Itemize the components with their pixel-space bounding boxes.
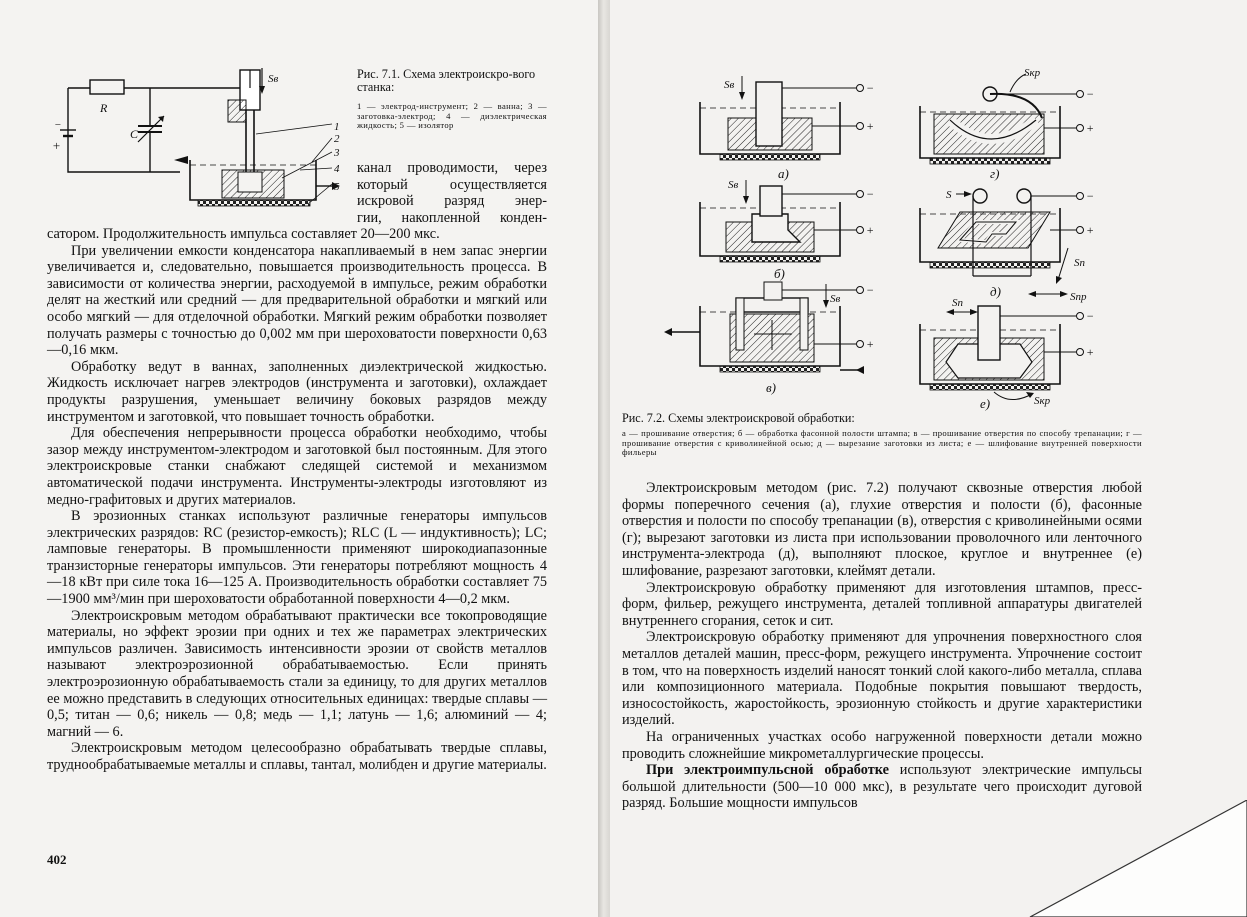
scheme-g-plus: +	[1086, 121, 1095, 135]
scheme-d-spr: Sпр	[1070, 291, 1087, 303]
paragraph-1-cont: сатором. Продолжительность импульса составляет 20—200 мкс.	[47, 226, 440, 242]
fig-7-1-diagram	[50, 60, 350, 225]
paragraph-5: В эрозионных станках используют различные генераторы импульсов электрических разрядов: RC (резистор-емкость); RLC (L — индуктивность); LC; ламповые генераторы. В промышленности применяют широкодиапазонные транзисторные генераторы импульсов. Эти генераторы потребляют мощность 4—18 кВт при силе тока 16—125 А. Производительность обработки составляет 75—1900 мм³/мин при шероховатости обработанной поверхности 4—0,2 мкм.	[47, 508, 547, 608]
fig1-callout-1: 1	[334, 121, 340, 133]
scheme-e	[920, 297, 1094, 411]
fig1-plus-label: +	[52, 138, 61, 153]
fig1-sv-label: Sв	[268, 73, 279, 85]
scheme-d	[920, 189, 1094, 303]
scheme-e-sp: Sп	[952, 297, 963, 309]
page-number-left: 402	[47, 852, 67, 867]
scheme-a-plus: +	[866, 119, 875, 133]
fig1-callout-2: 2	[334, 133, 340, 145]
right-page	[610, 0, 1247, 917]
scheme-g-label: г)	[990, 166, 1000, 181]
scheme-g-minus: −	[1086, 87, 1095, 101]
fig-7-2-diagram	[660, 62, 1150, 412]
fig-7-1-title: Рис. 7.1. Схема электроискро-вого станка:	[357, 67, 536, 94]
scheme-d-minus: −	[1086, 189, 1095, 203]
scheme-d-s: S	[946, 189, 952, 201]
fig1-minus-label: −	[54, 119, 62, 131]
fig1-callout-5: 5	[334, 181, 340, 193]
scheme-v	[664, 282, 874, 395]
paragraph-6: Электроискровым методом обрабатывают практически все токопроводящие материалы, но эффект эрозии при одних и тех же параметрах электрических импульсов различен. Зависимость интенсивности эрозии от свойств металлов называют электроэрозионной обрабатываемостью. Если принять электроэрозионную обрабатываемость стали за единицу, то для других металлов ее можно представить в следующих относительных единицах: твердые сплавы — 0,5; титан — 0,6; никель — 0,8; медь — 1,1; латунь — 1,6; алюминий — 4; магний — 6.	[47, 607, 547, 740]
scheme-v-plus: +	[866, 337, 875, 351]
right-paragraph-3: Электроискровую обработку применяют для упрочнения поверхностного слоя металлов деталей машин, пресс-форм, режущего инструмента. Упрочнение состоит в том, что на поверхность изделий наносят тонкий слой какого-либо металла, сплава или композиционного материала. Подобные покрытия повышают твердость, износостойкость, жаростойкость, эрозионную стойкость и другие характеристики изделий.	[622, 629, 1142, 729]
scheme-d-plus: +	[1086, 223, 1095, 237]
scheme-e-label: е)	[980, 396, 991, 411]
paragraph-3: Обработку ведут в ваннах, заполненных диэлектрической жидкостью. Жидкость исключает нагрев электродов (инструмента и заготовки), охлаждает продукты разрушения, уменьшает величину боковых разрядов между инструментом и заготовкой, что повышает точность обработки.	[47, 358, 547, 425]
scheme-v-minus: −	[866, 283, 875, 297]
scheme-d-sp: Sп	[1074, 257, 1085, 269]
wrap-line-2: который осуществляется	[357, 176, 547, 193]
wrap-line-3: искровой разряд энер-	[357, 193, 547, 210]
wrap-line-4: гии, накопленной конден-	[357, 209, 547, 226]
bold-term: При электроимпульсной обработке	[646, 762, 889, 779]
scheme-e-minus: −	[1086, 309, 1095, 323]
scheme-a-minus: −	[866, 81, 875, 95]
scheme-e-skr: Sкр	[1034, 395, 1051, 407]
fig1-r-label: R	[100, 101, 108, 115]
right-body-text	[622, 480, 1142, 812]
scheme-b	[700, 179, 874, 281]
scheme-e-plus: +	[1086, 345, 1095, 359]
scheme-b-minus: −	[866, 187, 875, 201]
scheme-b-sv: Sв	[728, 179, 739, 191]
right-paragraph-5-rest: используют электрические импульсы большой длительности (500—10 000 мкс), в результате чего происходит дуговой разряд. Большие мощности импульсов	[622, 762, 1142, 812]
fig-7-2-title: Рис. 7.2. Схемы электроискровой обработки:	[622, 411, 855, 425]
right-paragraph-4: На ограниченных участках особо нагруженной поверхности детали можно проводить сложнейшие микрометаллургические процессы.	[622, 728, 1142, 762]
paragraph-2: При увеличении емкости конденсатора накапливаемый в нем запас энергии увеличивается и, следовательно, повышается производительность процесса. В зависимости от количества энергии, расходуемой в импульсе, режим обработки делят на жесткий или средний — для предварительной обработки и мягкий или особо мягкий — для отделочной обработки. Мягкий режим обработки позволяет получать размеры с точностью до 0,002 мм при шероховатости поверхности 0,63—0,16 мкм.	[47, 242, 547, 359]
left-body-text	[47, 226, 547, 774]
scheme-b-label: б)	[774, 266, 785, 281]
paragraph-7: Электроискровым методом целесообразно обрабатывать твердые сплавы, труднообрабатываемые металлы и сплавы, тантал, молибден и другие материалы.	[47, 740, 547, 773]
fig1-callout-3: 3	[334, 147, 340, 159]
fig-7-1-caption	[357, 68, 547, 131]
scheme-d-label: д)	[990, 284, 1001, 299]
scheme-a	[700, 76, 874, 181]
fig1-c-label: C	[130, 127, 139, 141]
scheme-g-skr: Sкр	[1024, 67, 1041, 79]
paragraph-4: Для обеспечения непрерывности процесса обработки необходимо, чтобы зазор между инструментом-электродом и заготовкой был постоянным. Для этого электроискровые станки снабжают следящей системой и механизмом автоматической подачи инструмента. Инструменты-электроды изготовляют из медно-графитовых и других материалов.	[47, 425, 547, 508]
left-page	[0, 0, 600, 917]
wrap-line-1: канал проводимости, через	[357, 160, 547, 176]
right-paragraph-2: Электроискровую обработку применяют для изготовления штампов, пресс-форм, фильер, режущего инструмента, деталей топливной аппаратуры двигателей внутреннего сгорания, сеток и сит.	[622, 579, 1142, 629]
scheme-a-label: а)	[778, 166, 789, 181]
fig1-callout-4: 4	[334, 163, 340, 175]
scheme-v-label: в)	[766, 380, 776, 395]
page-corner-fold	[1020, 800, 1247, 917]
scheme-b-plus: +	[866, 223, 875, 237]
fig-7-2-legend: а — прошивание отверстия; б — обработка фасонной полости штампа; в — прошивание отверстия по способу трепанации; г — прошивание отверстия с криволинейной осью; д — вырезание заготовки из листа; е — шлифование внутренней поверхности фильеры	[622, 428, 1142, 458]
scheme-g	[920, 67, 1094, 181]
fig-7-2-caption	[622, 412, 1142, 458]
scheme-a-sv: Sв	[724, 79, 735, 91]
right-paragraph-1: Электроискровым методом (рис. 7.2) получают сквозные отверстия любой формы поперечного сечения (а), глухие отверстия и полости (б), фасонные отверстия и полости по способу трепанации (в), отверстия с криволинейными осями (г); вырезают заготовки из листа при использовании проволочного или ленточного инструмента-электрода (д), выполняют плоское, круглое и внутреннее (е) шлифование, разрезают заготовки, клеймят детали.	[622, 480, 1142, 579]
fig-7-1-legend: 1 — электрод-инструмент; 2 — ванна; 3 — заготовка-электрод; 4 — диэлектрическая жидкость; 5 — изолятор	[357, 101, 547, 131]
wrap-text	[357, 160, 547, 226]
scheme-v-sv: Sв	[830, 293, 841, 305]
